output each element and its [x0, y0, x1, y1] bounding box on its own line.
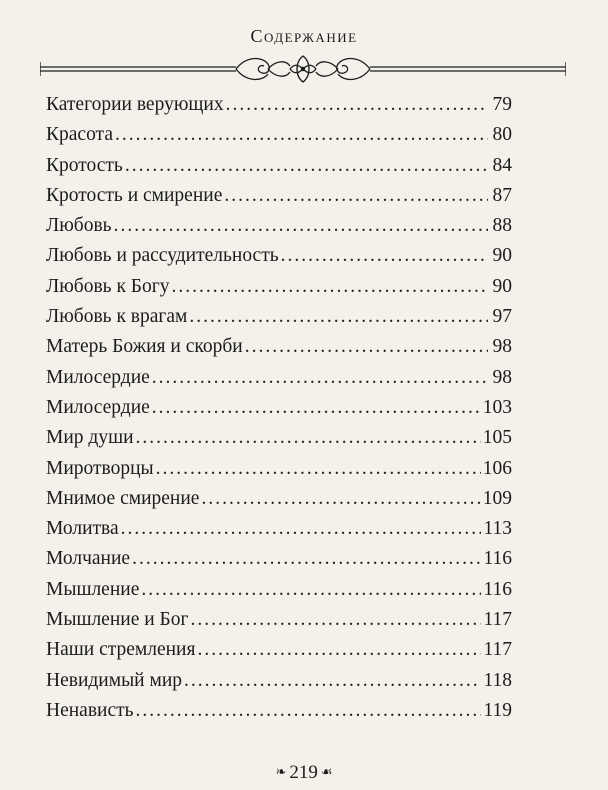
toc-entry-page: 79 [492, 94, 512, 115]
toc-entry [46, 514, 512, 544]
toc-entry [46, 544, 512, 574]
toc-leader-dots [141, 575, 481, 605]
toc-entry-page: 80 [492, 124, 512, 146]
toc-leader-dots [224, 181, 488, 211]
toc-entry-page: 106 [482, 457, 512, 479]
toc-entry [46, 151, 512, 181]
toc-entry-page: 109 [482, 487, 512, 509]
toc-entry [46, 454, 512, 484]
toc-entry-title: Мнимое смирение [46, 487, 200, 509]
toc-entry-page: 90 [492, 245, 512, 267]
toc-leader-dots [136, 423, 481, 453]
toc-entry-title: Матерь Божия и скорби [46, 336, 243, 358]
toc-entry [46, 302, 512, 332]
toc-entry-page: 105 [482, 427, 512, 449]
toc-entry-title: Категории верующих [46, 94, 224, 115]
toc-entry [46, 120, 512, 150]
toc-entry-title: Мир души [46, 427, 134, 449]
toc-entry-title: Кротость [46, 154, 123, 176]
header-ornament-icon [40, 52, 566, 86]
toc-leader-dots [245, 332, 488, 362]
toc-entry [46, 605, 512, 635]
toc-entry-page: 103 [482, 396, 512, 418]
toc-leader-dots [115, 120, 488, 150]
toc-entry-page: 117 [483, 609, 512, 631]
toc-leader-dots [121, 514, 482, 544]
toc-entry-page: 98 [492, 366, 512, 388]
toc-entry-title: Миротворцы [46, 457, 154, 479]
toc-leader-dots [152, 393, 481, 423]
toc-leader-dots [136, 696, 482, 726]
toc-entry-title: Мышление и Бог [46, 609, 189, 631]
page-footer [0, 762, 608, 784]
toc-entry-title: Любовь к врагам [46, 306, 188, 328]
toc-entry-page: 87 [492, 184, 512, 206]
toc-leader-dots [114, 211, 488, 241]
toc-entry-page: 119 [483, 699, 512, 721]
toc-entry-title: Невидимый мир [46, 669, 183, 691]
toc-leader-dots [226, 90, 488, 120]
page-number: 219 [289, 762, 318, 783]
toc-entry [46, 363, 512, 393]
toc-entry-title: Кротость и смирение [46, 184, 223, 206]
toc-entry-title: Ненависть [46, 699, 134, 721]
toc-entry [46, 181, 512, 211]
toc-entry [46, 484, 512, 514]
running-header-title: Содержание [250, 26, 358, 46]
toc-entry [46, 332, 512, 362]
toc-entry [46, 211, 512, 241]
flourish-right-icon: ☙ [320, 764, 333, 779]
toc-leader-dots [191, 605, 482, 635]
toc-leader-dots [125, 151, 488, 181]
toc-entry [46, 666, 512, 696]
toc-entry [46, 423, 512, 453]
toc-entry-title: Любовь к Богу [46, 275, 170, 297]
table-of-contents [46, 90, 512, 726]
toc-entry-title: Любовь [46, 215, 112, 237]
toc-entry-title: Любовь и рассудительность [46, 245, 279, 267]
toc-leader-dots [132, 544, 481, 574]
toc-entry-page: 113 [483, 518, 512, 540]
toc-entry-title: Милосердие [46, 396, 150, 418]
toc-entry [46, 90, 512, 120]
toc-leader-dots [201, 484, 480, 514]
toc-entry [46, 241, 512, 271]
toc-entry [46, 393, 512, 423]
toc-entry-title: Милосердие [46, 366, 150, 388]
toc-leader-dots [189, 302, 488, 332]
toc-entry-page: 118 [483, 669, 512, 691]
toc-entry-page: 88 [492, 215, 512, 237]
toc-entry [46, 575, 512, 605]
toc-entry-page: 90 [492, 275, 512, 297]
toc-leader-dots [197, 635, 481, 665]
toc-entry-page: 117 [483, 639, 512, 661]
toc-entry-page: 116 [483, 548, 512, 570]
toc-entry-page: 97 [492, 306, 512, 328]
toc-leader-dots [152, 363, 488, 393]
flourish-left-icon: ❧ [275, 764, 287, 779]
toc-leader-dots [171, 272, 488, 302]
toc-leader-dots [156, 454, 481, 484]
toc-entry-title: Молитва [46, 518, 119, 540]
toc-entry-page: 116 [483, 578, 512, 600]
toc-entry-page: 98 [492, 336, 512, 358]
toc-entry-title: Молчание [46, 548, 131, 570]
toc-entry-page: 84 [492, 154, 512, 176]
toc-leader-dots [184, 666, 481, 696]
toc-entry-title: Красота [46, 124, 113, 146]
toc-leader-dots [281, 241, 488, 271]
toc-entry [46, 696, 512, 726]
toc-entry [46, 635, 512, 665]
toc-entry-title: Наши стремления [46, 639, 196, 661]
toc-entry-title: Мышление [46, 578, 140, 600]
toc-entry [46, 272, 512, 302]
